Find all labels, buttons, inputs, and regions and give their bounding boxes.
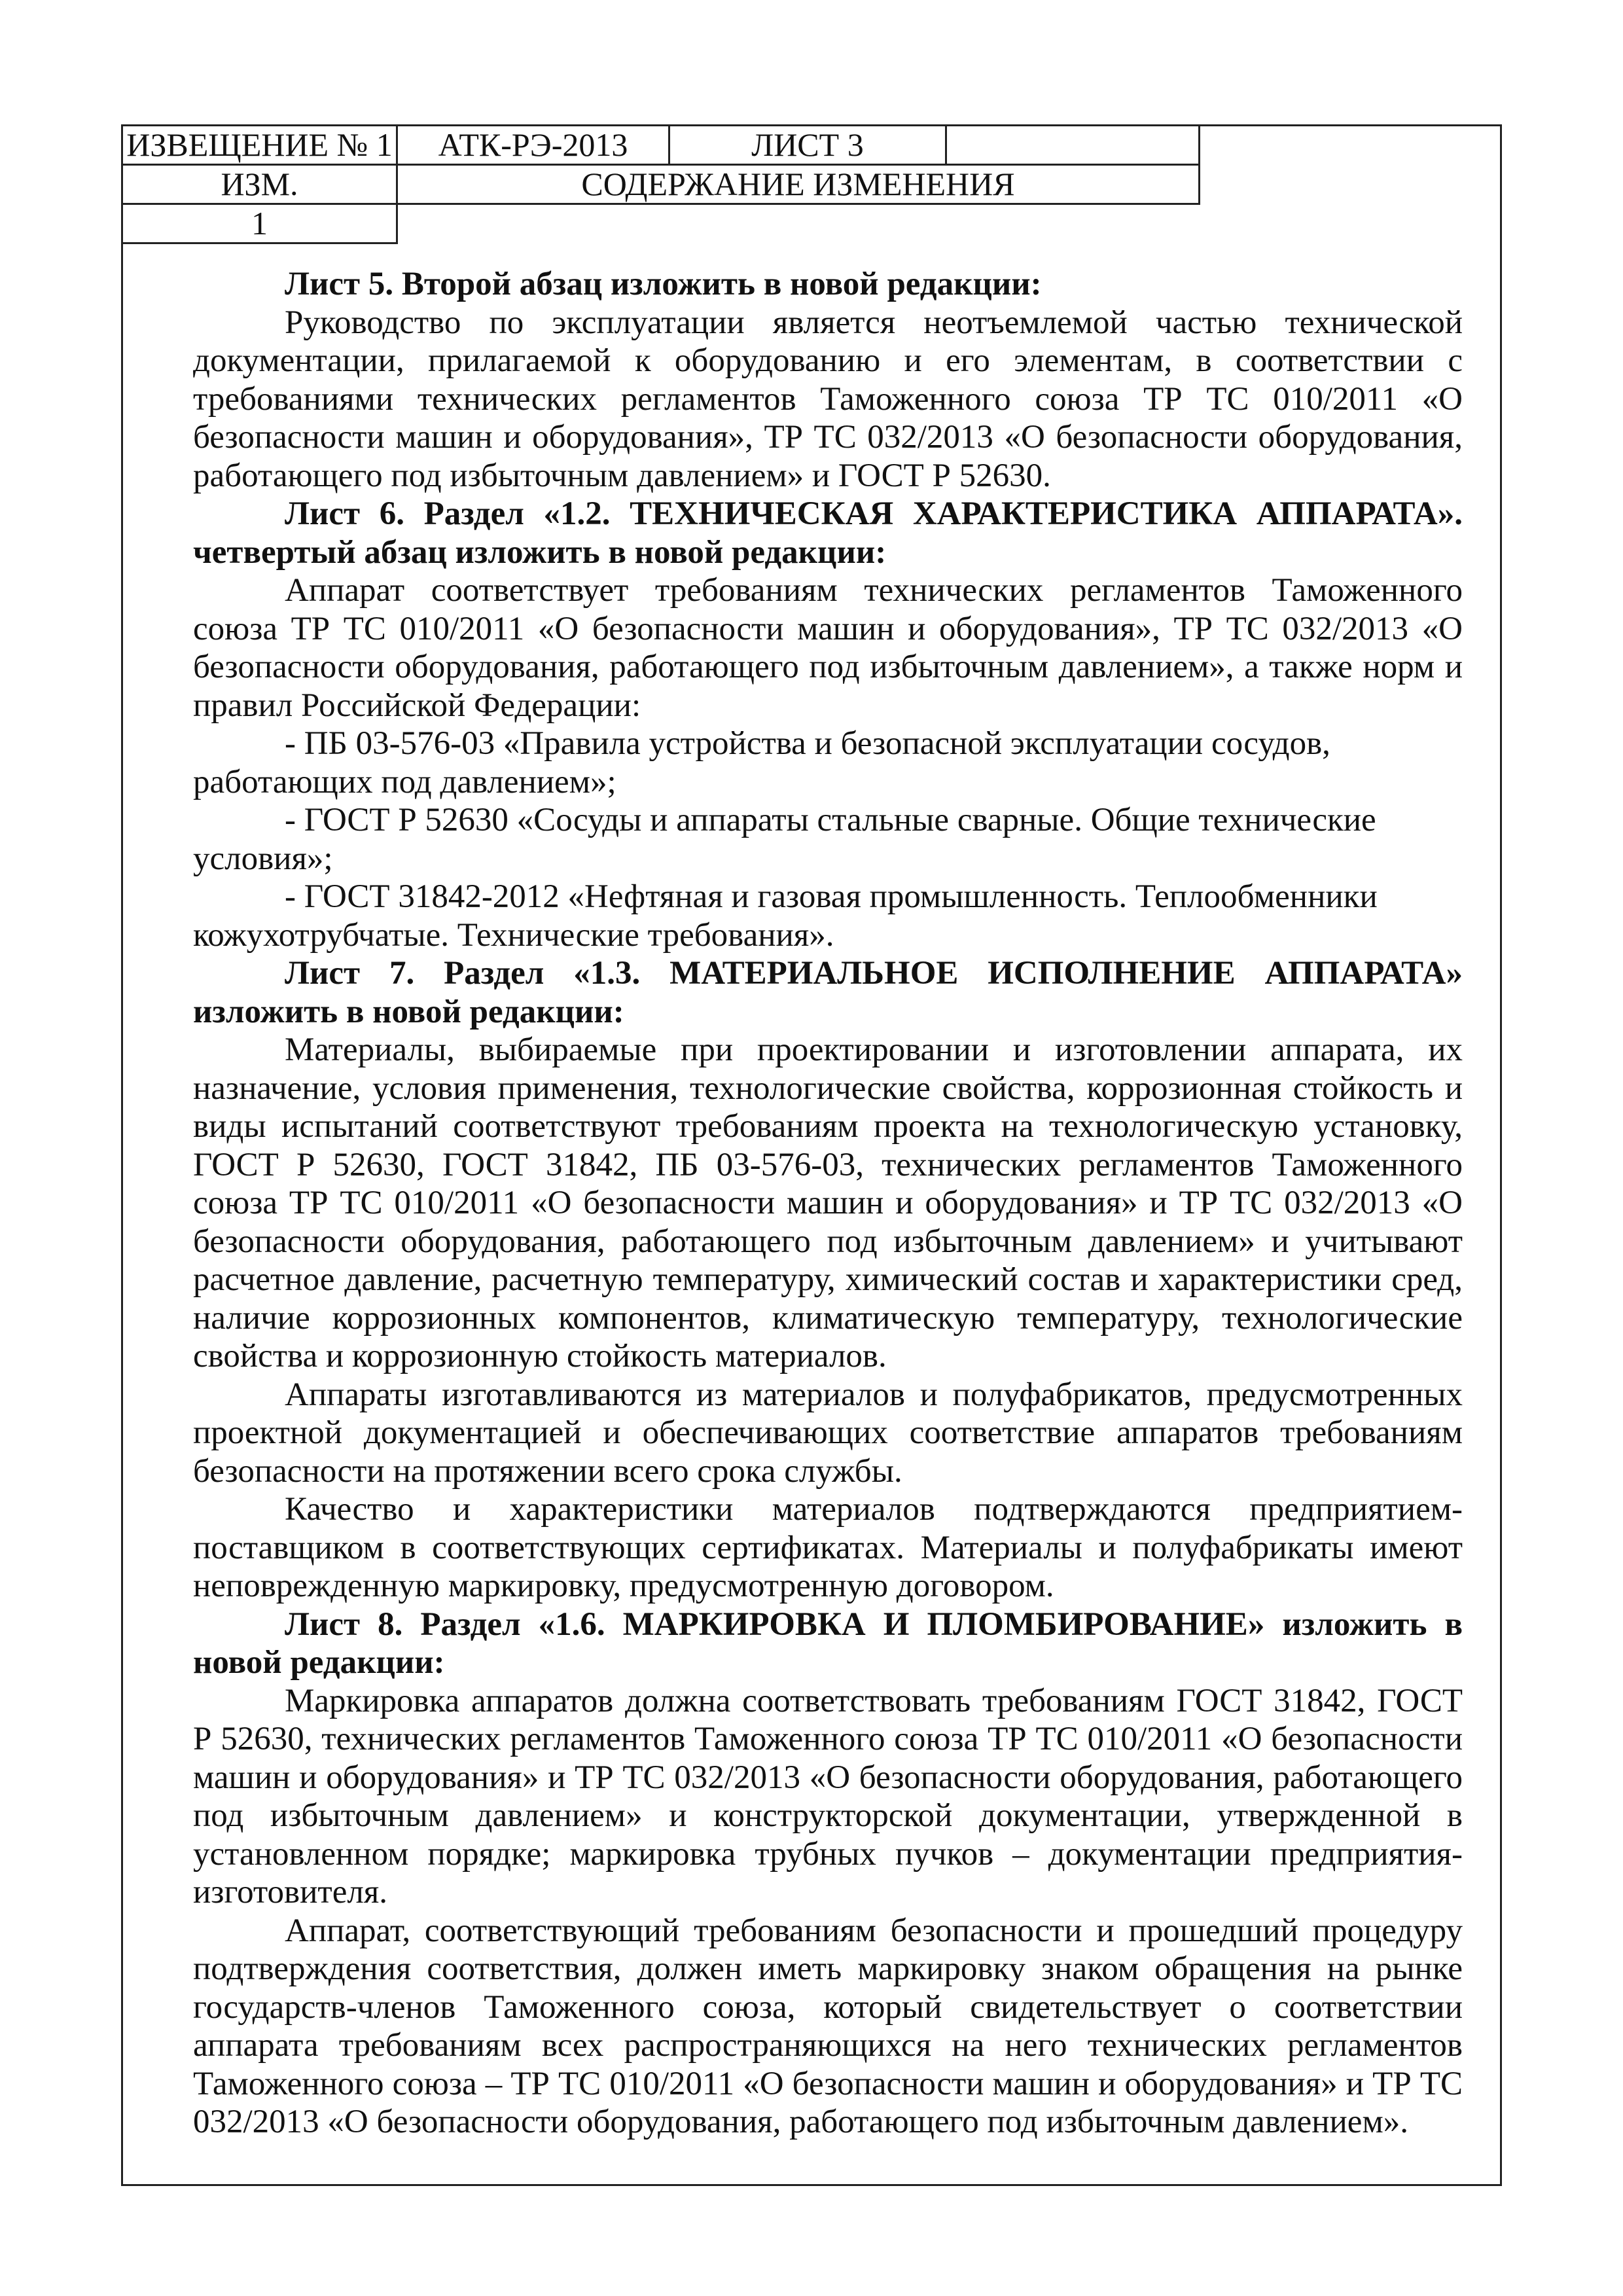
sheet-6-paragraph: Аппарат соответствует требованиям технических регламентов Таможенного союза ТР ТС 010/2011 «О безопасности машин и оборудования», ТР ТС 032/2013 «О безопасности оборудования, работающего под избыточным давлением», а также норм и правил Российской Федерации: — [193, 572, 1463, 724]
header-row-2 — [122, 165, 1200, 204]
sheet-5-paragraph: Руководство по эксплуатации является неотъемлемой частью технической документации, прилагаемой к оборудованию и его элементам, в соответствии с требованиями технических регламентов Таможенного союза ТР ТС 010/2011 «О безопасности машин и оборудования», ТР ТС 032/2013 «О безопасности оборудования, работающего под избыточным давлением» и ГОСТ Р 52630. — [193, 304, 1463, 494]
sheet-6-list-item: - ГОСТ Р 52630 «Сосуды и аппараты стальные сварные. Общие технические условия»; — [193, 802, 1376, 877]
sheet-5-heading: Лист 5. Второй абзац изложить в новой редакции: — [285, 266, 1042, 302]
change-label-cell: ИЗМ. — [122, 165, 397, 204]
notice-cell: ИЗВЕЩЕНИЕ № 1 — [122, 126, 397, 165]
sheet-7-paragraph: Материалы, выбираемые при проектировании и изготовлении аппарата, их назначение, условия применения, технологические свойства, коррозионная стойкость и виды испытаний соответствуют требованиям проекта на технологическую установку, ГОСТ Р 52630, ГОСТ 31842, ПБ 03-576-03, технических регламентов Таможенного союза ТР ТС 010/2011 «О безопасности машин и оборудования» и ТР ТС 032/2013 «О безопасности оборудования, работающего под избыточным давлением» и учитывают расчетное давление, расчетную температуру, химический состав и характеристики сред, наличие коррозионных компонентов, климатическую температуру, технологические свойства и коррозионную стойкость материалов. — [193, 1031, 1463, 1374]
header-row-3 — [122, 204, 1200, 243]
sheet-6-list-item: - ПБ 03-576-03 «Правила устройства и безопасной эксплуатации сосудов, работающих под давлением»; — [193, 725, 1330, 800]
sheet-8-paragraph: Аппарат, соответствующий требованиям безопасности и прошедший процедуру подтверждения соответствия, должен иметь маркировку знаком обращения на рынке государств-членов Таможенного союза, который свидетельствует о соответствии аппарата требованиям всех распространяющихся на него технических регламентов Таможенного союза – ТР ТС 010/2011 «О безопасности машин и оборудования» и ТР ТС 032/2013 «О безопасности оборудования, работающего под избыточным давлением». — [193, 1912, 1463, 2140]
sheet-7-paragraph: Качество и характеристики материалов подтверждаются предприятием-поставщиком в соответствующих сертификатах. Материалы и полуфабрикаты имеют неповрежденную маркировку, предусмотренную договором. — [193, 1491, 1463, 1604]
change-number-cell: 1 — [122, 204, 397, 243]
header-row-1 — [122, 126, 1200, 165]
content-label-cell: СОДЕРЖАНИЕ ИЗМЕНЕНИЯ — [397, 165, 1200, 204]
sheet-6-heading: Лист 6. Раздел «1.2. ТЕХНИЧЕСКАЯ ХАРАКТЕРИСТИКА АППАРАТА». четвертый абзац изложить в новой редакции: — [193, 495, 1463, 571]
sheet-value-cell — [946, 126, 1200, 165]
sheet-8-heading: Лист 8. Раздел «1.6. МАРКИРОВКА И ПЛОМБИРОВАНИЕ» изложить в новой редакции: — [193, 1605, 1463, 1681]
header-table — [121, 124, 1200, 244]
sheet-7-paragraph: Аппараты изготавливаются из материалов и полуфабрикатов, предусмотренных проектной документацией и обеспечивающих соответствие аппаратов требованиям безопасности на протяжении всего срока службы. — [193, 1376, 1463, 1490]
sheet-7-heading: Лист 7. Раздел «1.3. МАТЕРИАЛЬНОЕ ИСПОЛНЕНИЕ АППАРАТА» изложить в новой редакции: — [193, 955, 1463, 1030]
sheet-6-list-item: - ГОСТ 31842-2012 «Нефтяная и газовая промышленность. Теплообменники кожухотрубчатые. Технические требования». — [193, 878, 1378, 954]
document-body — [193, 265, 1463, 2142]
sheet-cell: ЛИСТ 3 — [669, 126, 946, 165]
doc-code-cell: АТК-РЭ-2013 — [397, 126, 669, 165]
sheet-8-paragraph: Маркировка аппаратов должна соответствовать требованиям ГОСТ 31842, ГОСТ Р 52630, технических регламентов Таможенного союза ТР ТС 010/2011 «О безопасности машин и оборудования» и ТР ТС 032/2013 «О безопасности оборудования, работающего под избыточным давлением» и конструкторской документации, утвержденной в установленном порядке; маркировка трубных пучков – документации предприятия-изготовителя. — [193, 1682, 1463, 1910]
